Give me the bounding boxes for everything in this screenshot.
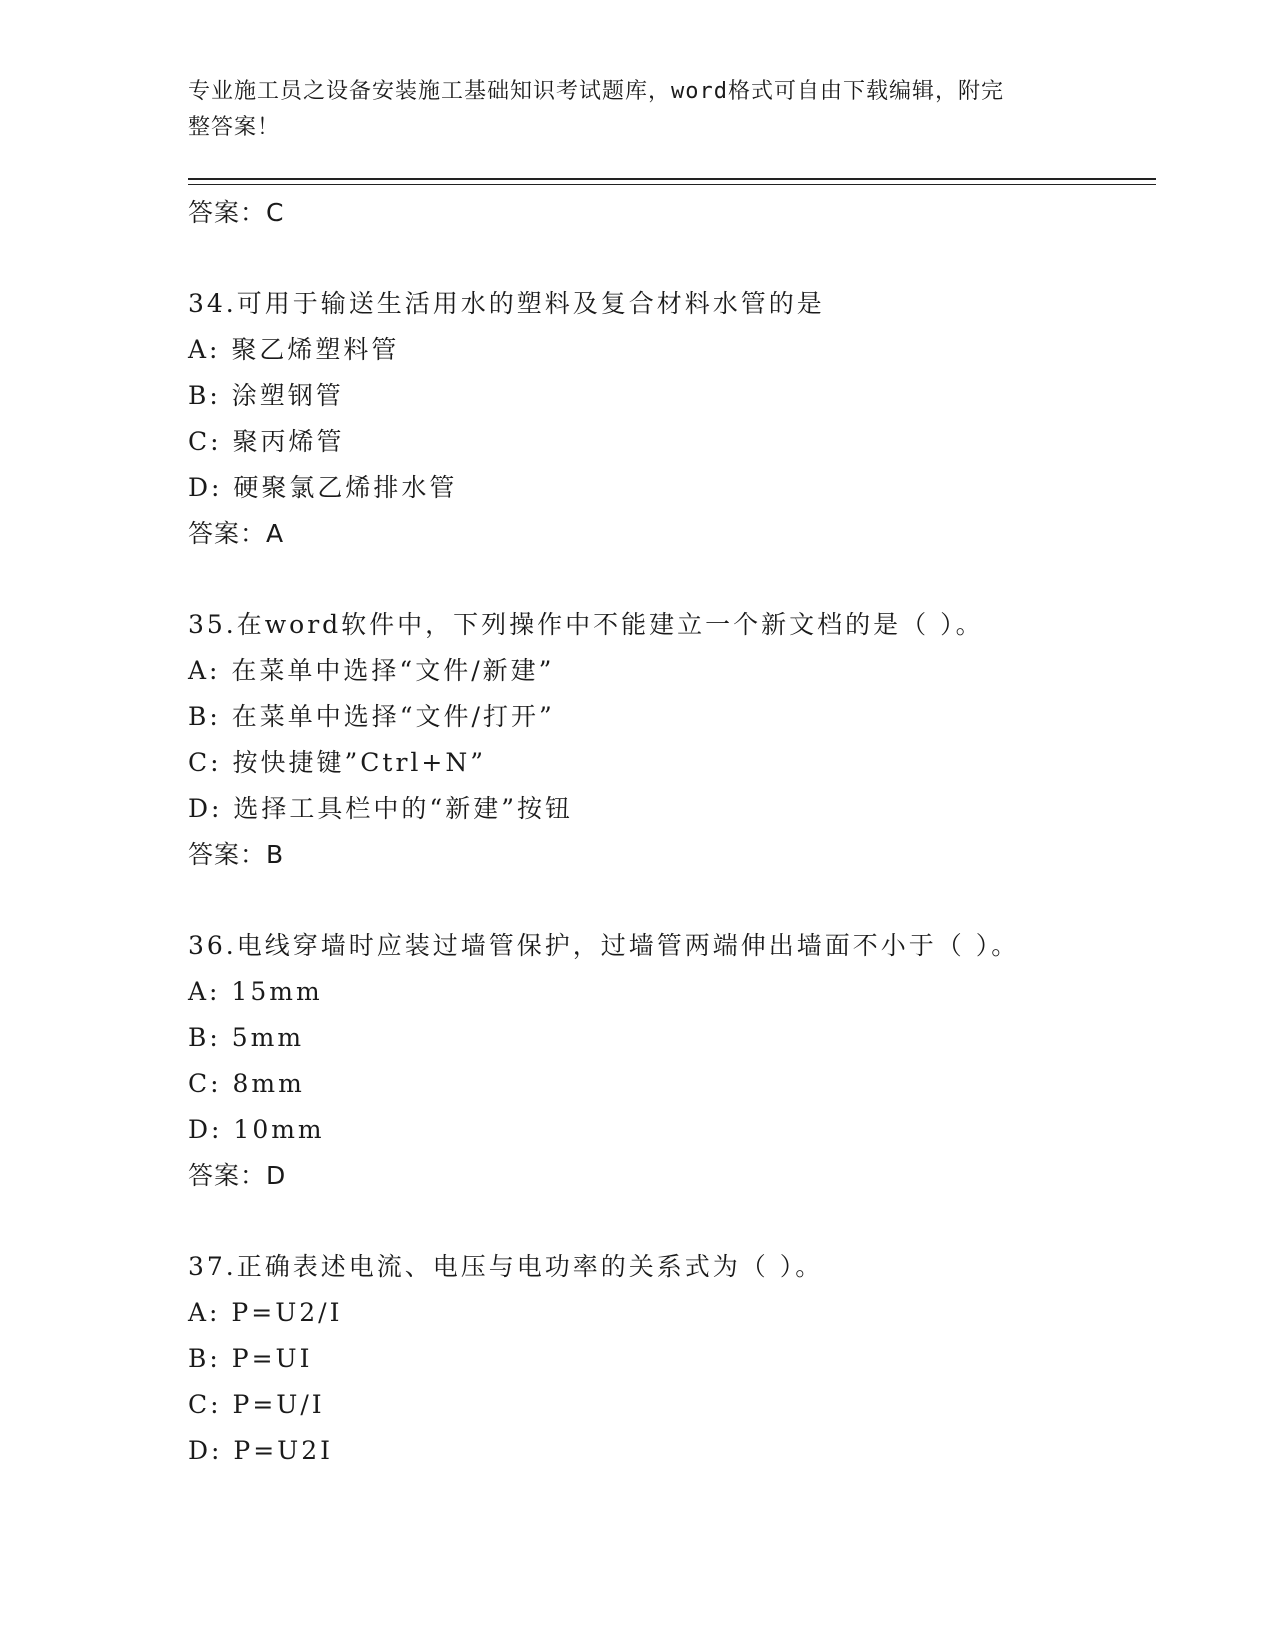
question-block-36: [188, 923, 1148, 1199]
option-c: C: 按快捷键”Ctrl+N”: [188, 748, 487, 777]
question-stem: 37.正确表述电流、电压与电功率的关系式为（ ）。: [188, 1252, 824, 1281]
question-stem: 35.在word软件中，下列操作中不能建立一个新文档的是（ ）。: [188, 610, 984, 639]
option-c: C: 聚丙烯管: [188, 427, 345, 456]
option-b: B: 在菜单中选择“文件/打开”: [188, 702, 555, 731]
option-c: C: 8mm: [188, 1069, 305, 1098]
question-block-35: [188, 602, 1148, 878]
question-list: [188, 190, 1148, 1474]
header-rule-thick: [188, 178, 1156, 180]
option-d: D: 10mm: [188, 1115, 325, 1144]
question-block-34: [188, 281, 1148, 557]
answer-line: 答案：B: [188, 840, 285, 869]
option-a: A: 在菜单中选择“文件/新建”: [188, 656, 555, 685]
option-b: B: 5mm: [188, 1023, 305, 1052]
option-c: C: P=U/I: [188, 1390, 325, 1419]
question-spacer: [188, 557, 1148, 602]
header-rule-thin: [188, 184, 1156, 185]
option-d: D: 硬聚氯乙烯排水管: [188, 473, 458, 502]
answer-line: 答案：D: [188, 1161, 287, 1190]
header-line-1: 专业施工员之设备安装施工基础知识考试题库，word格式可自由下载编辑，附完: [188, 79, 1004, 104]
option-a: A: 聚乙烯塑料管: [188, 335, 400, 364]
option-a: A: 15mm: [188, 977, 323, 1006]
question-block-37: [188, 1244, 1148, 1474]
question-spacer: [188, 236, 1148, 281]
answer-line: 答案：A: [188, 519, 285, 548]
question-stem: 34.可用于输送生活用水的塑料及复合材料水管的是: [188, 289, 825, 318]
option-b: B: 涂塑钢管: [188, 381, 344, 410]
answer-line-q33: 答案：C: [188, 198, 285, 227]
header-line-2: 整答案！: [188, 115, 281, 140]
question-stem: 36.电线穿墙时应装过墙管保护，过墙管两端伸出墙面不小于（ ）。: [188, 931, 1020, 960]
question-spacer: [188, 878, 1148, 923]
question-spacer: [188, 1199, 1148, 1244]
document-header: [188, 74, 1088, 146]
option-a: A: P=U2/I: [188, 1298, 343, 1327]
option-d: D: P=U2I: [188, 1436, 334, 1465]
option-b: B: P=UI: [188, 1344, 313, 1373]
option-d: D: 选择工具栏中的“新建”按钮: [188, 794, 573, 823]
